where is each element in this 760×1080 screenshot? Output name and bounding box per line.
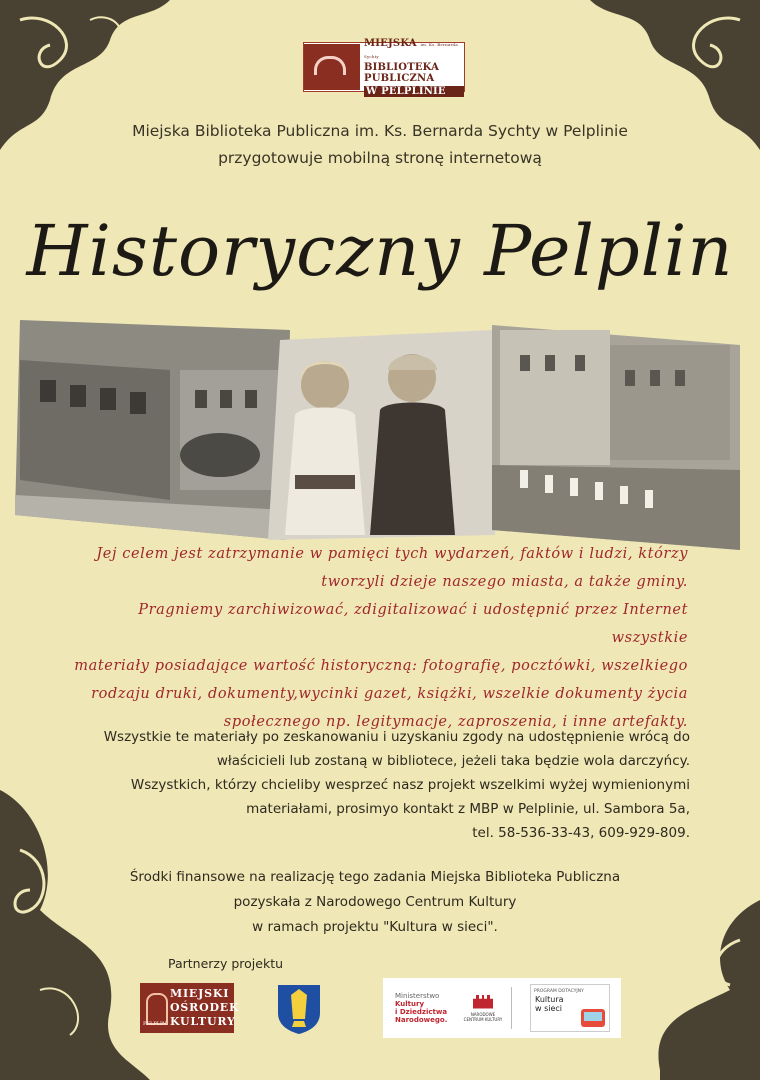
body-line: właścicieli lub zostaną w bibliotece, jeżeli taka będzie wola darczyńcy.	[216, 753, 690, 769]
book-heart-icon	[304, 44, 360, 90]
logo-line2: BIBLIOTEKA	[364, 61, 440, 73]
mission-line: Jej celem jest zatrzymanie w pamięci tych wydarzeń, faktów i ludzi, którzy	[96, 546, 688, 562]
castle-icon	[473, 995, 493, 1009]
logo-line4: W PELPLINIE	[364, 86, 464, 97]
mission-line: tworzyli dzieje naszego miasta, a także gminy.	[321, 574, 688, 590]
photo-children	[268, 330, 495, 540]
ministry-line4: Narodowego.	[395, 1016, 448, 1024]
coat-of-arms-icon	[276, 983, 322, 1035]
mok-line3: KULTURY	[170, 1015, 236, 1028]
page-title: Historyczny Pelplin	[26, 210, 734, 292]
divider	[511, 987, 512, 1029]
body-text	[60, 725, 690, 845]
funding-line: Środki finansowe na realizację tego zadania Miejska Biblioteka Publiczna	[129, 869, 621, 885]
mok-logo	[140, 983, 240, 1033]
ministry-line3: i Dziedzictwa	[395, 1008, 448, 1016]
body-line: Wszystkich, którzy chcieliby wesprzeć nasz projekt wszelkimi wyżej wymienionymi	[130, 777, 690, 793]
ministry-line1: Ministerstwo	[395, 992, 440, 1000]
funding-line: pozyskała z Narodowego Centrum Kultury	[233, 894, 517, 910]
photo-procession	[492, 325, 740, 550]
mission-line: społecznego np. legitymacje, zaproszenia, i inne artefakty.	[223, 714, 688, 730]
ministry-line2: Kultury	[395, 1000, 425, 1008]
logo-text	[360, 38, 464, 97]
mok-line2: OŚRODEK	[170, 1001, 240, 1014]
logo-line1: MIEJSKA	[364, 37, 417, 49]
kws-line2: w sieci	[535, 1004, 563, 1013]
mission-text	[60, 540, 688, 736]
ministry-nck-logos	[383, 978, 621, 1038]
mission-line: Pragniemy zarchiwizować, zdigitalizować i udostępnić przez Internet wszystkie	[138, 602, 688, 646]
intro-text	[0, 118, 760, 172]
intro-line2: przygotowuje mobilną stronę internetową	[218, 149, 542, 167]
program-label: PROGRAM DOTACYJNY	[534, 989, 584, 994]
mission-line: materiały posiadające wartość historyczną: fotografię, pocztówki, wszelkiego	[74, 658, 688, 674]
intro-line1: Miejska Biblioteka Publiczna im. Ks. Bernarda Sychty w Pelplinie	[132, 122, 628, 140]
nck-text: NARODOWE CENTRUM KULTURY	[463, 1011, 503, 1022]
mission-line: rodzaju druki, dokumenty,wycinki gazet, książki, wszelkie dokumenty życia	[91, 686, 688, 702]
kultura-w-sieci-logo	[530, 984, 610, 1032]
funding-line: w ramach projektu "Kultura w sieci".	[252, 919, 498, 935]
funding-text	[60, 865, 690, 940]
nck-logo	[463, 995, 503, 1022]
body-line: Wszystkie te materiały po zeskanowaniu i uzyskaniu zgody na udostępnienie wrócą do	[103, 729, 690, 745]
laptop-icon	[581, 1009, 605, 1027]
photo-street	[15, 320, 290, 540]
contact-phone: tel. 58-536-33-43, 609-929-809.	[472, 825, 690, 841]
ministry-logo	[395, 992, 453, 1024]
logo-line1-small: im. Ks. Bernarda Sychty	[364, 41, 458, 59]
mok-small: PELPLIN	[143, 1021, 167, 1027]
library-logo	[303, 37, 465, 97]
partners-label: Partnerzy projektu	[168, 956, 284, 971]
logo-line3: PUBLICZNA	[364, 72, 435, 84]
photo-collage	[0, 300, 760, 550]
kws-line1: Kultura	[535, 995, 564, 1004]
body-line: materiałami, prosimyo kontakt z MBP w Pelplinie, ul. Sambora 5a,	[246, 801, 690, 817]
mok-line1: MIEJSKI	[170, 987, 230, 1000]
